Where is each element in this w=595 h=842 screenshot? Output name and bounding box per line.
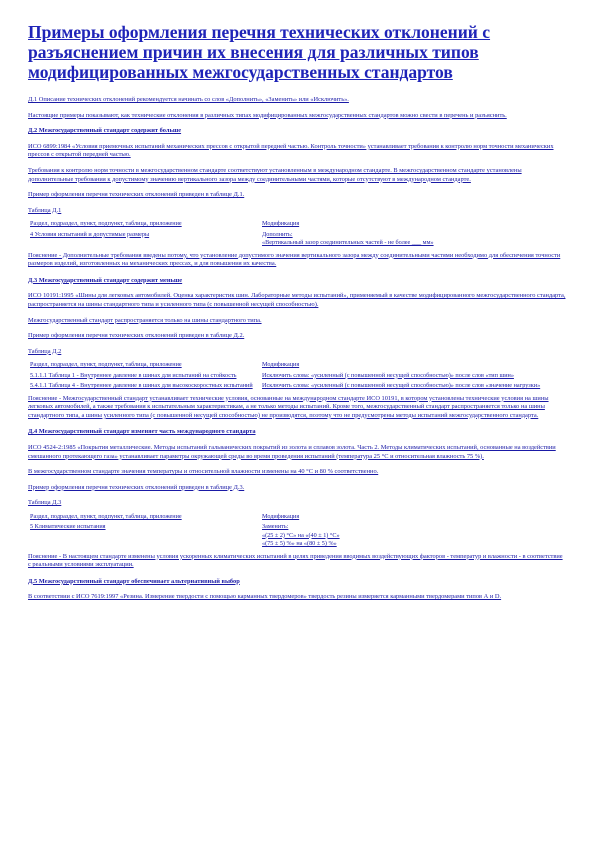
table-row [28, 371, 567, 381]
table-label: Таблица Д.3 [28, 499, 62, 507]
table-header-row [28, 360, 567, 370]
table-cell: 5.4.1.1 Таблица 4 - Внутреннее давление в шинах для высокоскоростных испытаний [30, 382, 253, 390]
section-heading: Д.4 Межгосударственный стандарт изменяет часть международного стандарта [28, 428, 256, 436]
intro-paragraph: Настоящие примеры показывают, как технические отклонения в различных типах модифицированных межгосударственных стандартов можно свести в перечень и разъяснить. [28, 111, 507, 119]
section-paragraph: Пример оформления перечня технических отклонений приведен в таблице Д.1. [28, 191, 245, 199]
table-note: Пояснение - В настоящем стандарте изменены условия ускоренных климатических испытаний в целях приведения вводимых воздействующих факторов - температур и влажности - в соответствие с реальными условиями эксплуатации. [28, 552, 563, 569]
intro-paragraph: Д.1 Описание технических отклонений рекомендуется начинать со слов «Дополнить», «Заменить» или «Исключить». [28, 96, 349, 103]
table-header-row [28, 512, 567, 522]
table-label: Таблица Д.1 [28, 206, 62, 214]
table-row [28, 381, 567, 391]
section-paragraph: ИСО 6899:1984 «Условия приемочных испытаний механических прессов с открытой передней частью. Контроль точности» устанавливает требования к контролю норм точности механических прессов с открытой передней частью. [28, 142, 554, 159]
table-row [28, 522, 567, 549]
modification-table [28, 219, 567, 248]
section-paragraph: Межгосударственный стандарт распространяется только на шины стандартного типа. [28, 316, 262, 324]
section-heading: Д.3 Межгосударственный стандарт содержит меньше [28, 276, 183, 284]
section-heading: Д.2 Межгосударственный стандарт содержит больше [28, 127, 182, 135]
document-title: Примеры оформления перечня технических отклонений с разъяснением причин их внесения для различных типов модифицированных межгосударственных стандартов [28, 22, 491, 82]
table-row [28, 230, 567, 249]
section-heading: Д.5 Межгосударственный стандарт обеспечивает альтернативный выбор [28, 577, 240, 585]
table-header-cell: Модификация [262, 220, 300, 228]
section-paragraph: ИСО 4524-2:1985 «Покрытия металлические. Методы испытаний гальванических покрытий из золота и сплавов золота. Часть 2. Методы климатических испытаний, основанные на воздействии смешанного протекающего газа» устанавливает параметры окружающей среды во время проведения испытаний (температура 25 °С и относительная влажность 75 %). [28, 443, 556, 460]
section-paragraph: В межгосударственном стандарте значения температуры и относительной влажности изменены на 40 °С и 80 % соответственно. [28, 468, 379, 476]
table-cell: 5 Климатические испытания [30, 523, 106, 531]
table-label: Таблица Д.2 [28, 347, 62, 355]
table-note: Пояснение - Дополнительные требования введены потому, что установление допустимого значения вертикального зазора между соединительными частями необходимо для обеспечения точности размеров изделий, изготовленных на механических прессах, и для повышения их качества. [28, 251, 561, 268]
section-paragraph: Требования к контролю норм точности в межгосударственном стандарте соответствуют установленным в международном стандарте. В межгосударственном стандарте установлены дополнительные требования к допустимому значению вертикального зазора между соединительными частями, которые отсутствуют в международном стандарте. [28, 166, 522, 183]
section-paragraph: Пример оформления перечня технических отклонений приведен в таблице Д.2. [28, 332, 245, 340]
table-note: Пояснение - Межгосударственный стандарт устанавливает технические условия, основанные на международном стандарте ИСО 10191, в котором установлены технические условия на шины легковых автомобилей, а также требования к испытательным характеристикам, а не только методы испытаний. Кроме того, межгосударственный стандарт распространяется только на шины стандартного типа, а шины усиленного типа (с повышенной несущей способностью) не производятся, поэтому что не предусмотрены методы испытаний межгосударственного стандарта. [28, 394, 549, 419]
modification-table [28, 512, 567, 550]
table-header-cell: Модификация [262, 361, 300, 369]
section-paragraph: В соответствии с ИСО 7619:1997 «Резина. Измерение твердости с помощью карманных твердомеров» твердость резины измеряется карманными твердомерами типов А и D. [28, 593, 502, 601]
table-header-cell: Раздел, подраздел, пункт, подпункт, таблица, приложение [30, 361, 182, 369]
table-cell: Дополнить: «Вертикальный зазор соединительных частей - не более ___ мм» [262, 230, 434, 247]
section-paragraph: ИСО 10191:1995 «Шины для легковых автомобилей. Оценка характеристик шин. Лабораторные методы испытаний», применяемый в качестве модифицированного межгосударственного стандарта, распространяется на шины стандартного типа и усиленного типа (с повышенной несущей способностью). [28, 292, 566, 308]
table-header-row [28, 219, 567, 229]
table-cell: Исключить слова: «усиленный (с повышенной несущей способностью)» после слов «тип шин» [262, 371, 514, 379]
section-paragraph: Пример оформления перечня технических отклонений приведен в таблице Д.3. [28, 483, 245, 491]
table-header-cell: Раздел, подраздел, пункт, подпункт, таблица, приложение [30, 512, 182, 520]
table-cell: 4 Условия испытаний и допустимые размеры [30, 230, 150, 238]
table-cell: Исключить слова: «усиленный (с повышенной несущей способностью)» после слов «значение нагрузки» [262, 382, 541, 390]
modification-table [28, 360, 567, 391]
table-cell: Заменить: «(25 ± 2) °С» на «(40 ± 1) °С» «(75 ± 5) %» на «(80 ± 5) %» [262, 523, 340, 548]
table-header-cell: Раздел, подраздел, пункт, подпункт, таблица, приложение [30, 220, 182, 228]
table-header-cell: Модификация [262, 512, 300, 520]
table-cell: 5.1.1.1 Таблица 1 - Внутреннее давление в шинах для испытаний на стойкость [30, 371, 237, 379]
